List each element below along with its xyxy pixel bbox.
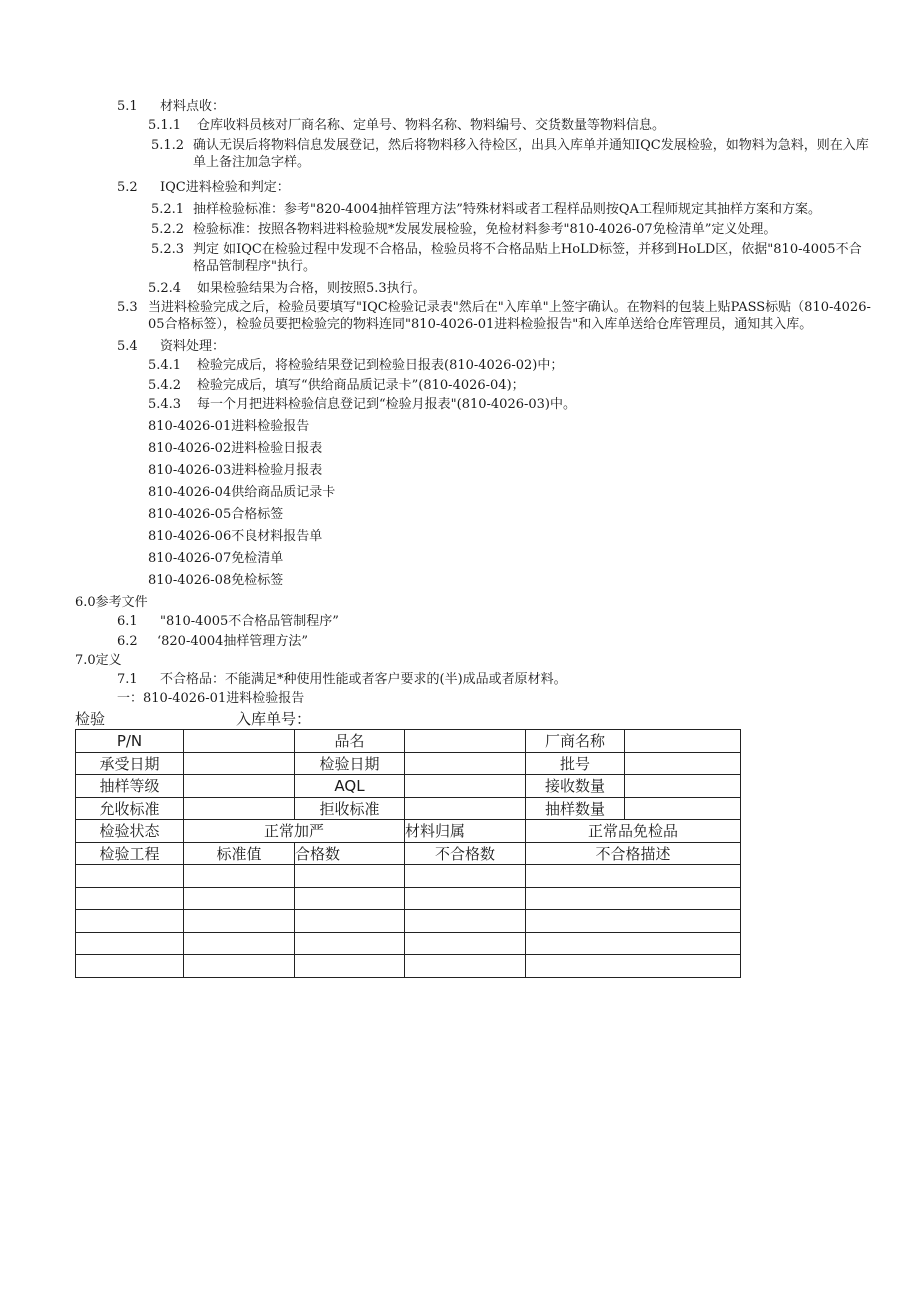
cell[interactable] [526, 865, 741, 888]
value-inspect-date[interactable] [405, 752, 526, 775]
cell[interactable] [76, 955, 184, 978]
table-row [76, 910, 741, 933]
label-inspect-status: 检验状态 [76, 820, 184, 843]
cell[interactable] [76, 932, 184, 955]
label-sampling-level: 抽样等级 [76, 775, 184, 798]
sec-5-3-text: 当进料检验完成之后，检验员要填写"IQC检验记录表"然后在"入库单"上签字确认。在物料的包装上贴PASS标贴（810-4026-05合格标签），检验员要把检验完的物料连同"810-4026-01进料检验报告"和入库单送给仓库管理员，通知其入库。 [148, 300, 871, 332]
table-header-row [76, 842, 741, 865]
sec-5-2-1-num: 5.2.1 [151, 202, 185, 217]
table-row [76, 932, 741, 955]
sec-5-1-num: 5.1 [117, 99, 138, 114]
sec-5-4-2-num: 5.4.2 [148, 378, 182, 393]
cell[interactable] [184, 865, 295, 888]
table-row [76, 955, 741, 978]
def-heading: 7.0定义 [75, 653, 122, 668]
sec-5-2-4-text: 如果检验结果为合格，则按照5.3执行。 [197, 281, 426, 296]
sec-5-1-text: 材料点收： [160, 99, 226, 114]
sec-5-3-num: 5.3 [117, 300, 138, 315]
col-inspect-item: 检验工程 [76, 842, 184, 865]
def-7-1-num: 7.1 [117, 672, 138, 687]
cell[interactable] [405, 932, 526, 955]
sec-5-2-3-num: 5.2.3 [151, 242, 185, 257]
sec-5-2-2-text: 检验标准：按照各物料进料检验规*发展发展检验，免检材料参考"810-4026-07免检清单”定义处理。 [193, 222, 777, 237]
value-material-owner[interactable]: 正常品免检品 [526, 820, 741, 843]
cell[interactable] [295, 865, 405, 888]
sec-5-4-num: 5.4 [117, 339, 138, 354]
cell[interactable] [295, 932, 405, 955]
label-received-qty: 接收数量 [526, 775, 625, 798]
cell[interactable] [295, 887, 405, 910]
sec-5-1-2-text: 确认无误后将物料信息发展登记，然后将物料移入待检区，出具入库单并通知IQC发展检验，如物料为急料，则在入库单上备注加急字样。 [193, 138, 869, 170]
cell[interactable] [405, 910, 526, 933]
cell[interactable] [76, 865, 184, 888]
ref-6-2-num: 6.2 [117, 634, 138, 649]
label-accept-std: 允收标准 [76, 797, 184, 820]
form-list-item: 810-4026-04供给商品质记录卡 [148, 485, 336, 500]
value-vendor[interactable] [625, 730, 741, 753]
ref-6-1-num: 6.1 [117, 614, 138, 629]
cell[interactable] [295, 955, 405, 978]
cell[interactable] [76, 910, 184, 933]
form-title-left: 检验 [75, 710, 106, 728]
label-lot: 批号 [526, 752, 625, 775]
sec-5-2-text: IQC进料检验和判定： [160, 180, 290, 195]
value-received-qty[interactable] [625, 775, 741, 798]
def-7-1-text: 不合格品：不能满足*种使用性能或者客户要求的(半)成品或者原材料。 [160, 672, 567, 687]
value-lot[interactable] [625, 752, 741, 775]
form-list-item: 810-4026-08免检标签 [148, 573, 284, 588]
cell[interactable] [295, 910, 405, 933]
table-row [76, 775, 741, 798]
inspection-report-table [75, 729, 741, 978]
cell[interactable] [405, 887, 526, 910]
sec-5-1-2-num: 5.1.2 [151, 138, 185, 153]
label-part-name: 品名 [295, 730, 405, 753]
cell[interactable] [526, 932, 741, 955]
label-inspect-date: 检验日期 [295, 752, 405, 775]
sec-5-4-1-text: 检验完成后，将检验结果登记到检验日报表(810-4026-02)中； [197, 358, 564, 373]
sec-5-4-3-text: 每一个月把进料检验信息登记到“检验月报表"(810-4026-03)中。 [197, 397, 576, 412]
sec-5-4-3-num: 5.4.3 [148, 397, 182, 412]
cell[interactable] [184, 887, 295, 910]
sec-5-2-3-text: 判定 如IQC在检验过程中发现不合格品，检验员将不合格品贴上HoLD标签，并移到HoLD区，依据"810-4005不合格品管制程序"执行。 [193, 242, 862, 274]
cell[interactable] [184, 932, 295, 955]
sec-5-4-text: 资料处理： [160, 339, 226, 354]
form-list-item: 810-4026-07免检清单 [148, 551, 284, 566]
value-pn[interactable] [184, 730, 295, 753]
ref-6-2-text: ‘820-4004抽样管理方法” [157, 634, 309, 649]
table-row [76, 887, 741, 910]
col-standard: 标准值 [184, 842, 295, 865]
form-caption: 一：810-4026-01进料检验报告 [117, 691, 305, 706]
cell[interactable] [526, 910, 741, 933]
value-sample-qty[interactable] [625, 797, 741, 820]
sec-5-4-2-text: 检验完成后，填写“供给商品质记录卡”(810-4026-04)； [197, 378, 525, 393]
form-list-item: 810-4026-05合格标签 [148, 507, 284, 522]
form-list-item: 810-4026-02进料检验日报表 [148, 441, 323, 456]
cell[interactable] [184, 955, 295, 978]
value-inspect-status[interactable]: 正常加严 [184, 820, 405, 843]
table-row [76, 752, 741, 775]
label-pn: P/N [76, 730, 184, 753]
form-list-item: 810-4026-03进料检验月报表 [148, 463, 323, 478]
sec-5-1-1-num: 5.1.1 [148, 118, 182, 133]
form-title-right: 入库单号： [236, 710, 312, 728]
table-row [76, 797, 741, 820]
form-list-item: 810-4026-06不良材料报告单 [148, 529, 323, 544]
value-reject-std[interactable] [405, 797, 526, 820]
cell[interactable] [184, 910, 295, 933]
col-pass-qty: 合格数 [295, 842, 405, 865]
label-vendor: 厂商名称 [526, 730, 625, 753]
table-row [76, 820, 741, 843]
value-part-name[interactable] [405, 730, 526, 753]
label-material-owner: 材料归属 [405, 820, 526, 843]
form-list-item: 810-4026-01进料检验报告 [148, 419, 310, 434]
cell[interactable] [526, 887, 741, 910]
cell[interactable] [405, 865, 526, 888]
sec-5-2-num: 5.2 [117, 180, 138, 195]
sec-5-4-1-num: 5.4.1 [148, 358, 182, 373]
sec-5-2-4-num: 5.2.4 [148, 281, 182, 296]
value-accept-std[interactable] [184, 797, 295, 820]
label-aql: AQL [295, 775, 405, 798]
sec-5-1-1-text: 仓库收料员核对厂商名称、定单号、物料名称、物料编号、交货数量等物料信息。 [197, 118, 666, 133]
value-aql[interactable] [405, 775, 526, 798]
label-receive-date: 承受日期 [76, 752, 184, 775]
table-row [76, 730, 741, 753]
cell[interactable] [405, 955, 526, 978]
cell[interactable] [526, 955, 741, 978]
value-sampling-level[interactable] [184, 775, 295, 798]
label-sample-qty: 抽样数量 [526, 797, 625, 820]
cell[interactable] [76, 887, 184, 910]
label-reject-std: 拒收标准 [295, 797, 405, 820]
value-receive-date[interactable] [184, 752, 295, 775]
table-row [76, 865, 741, 888]
ref-heading: 6.0参考文件 [75, 595, 148, 610]
col-fail-qty: 不合格数 [405, 842, 526, 865]
sec-5-2-1-text: 抽样检验标准：参考"820-4004抽样管理方法”特殊材料或者工程样品则按QA工程师规定其抽样方案和方案。 [193, 202, 821, 217]
col-fail-desc: 不合格描述 [526, 842, 741, 865]
ref-6-1-text: "810-4005不合格品管制程序” [160, 614, 339, 629]
sec-5-2-2-num: 5.2.2 [151, 222, 185, 237]
